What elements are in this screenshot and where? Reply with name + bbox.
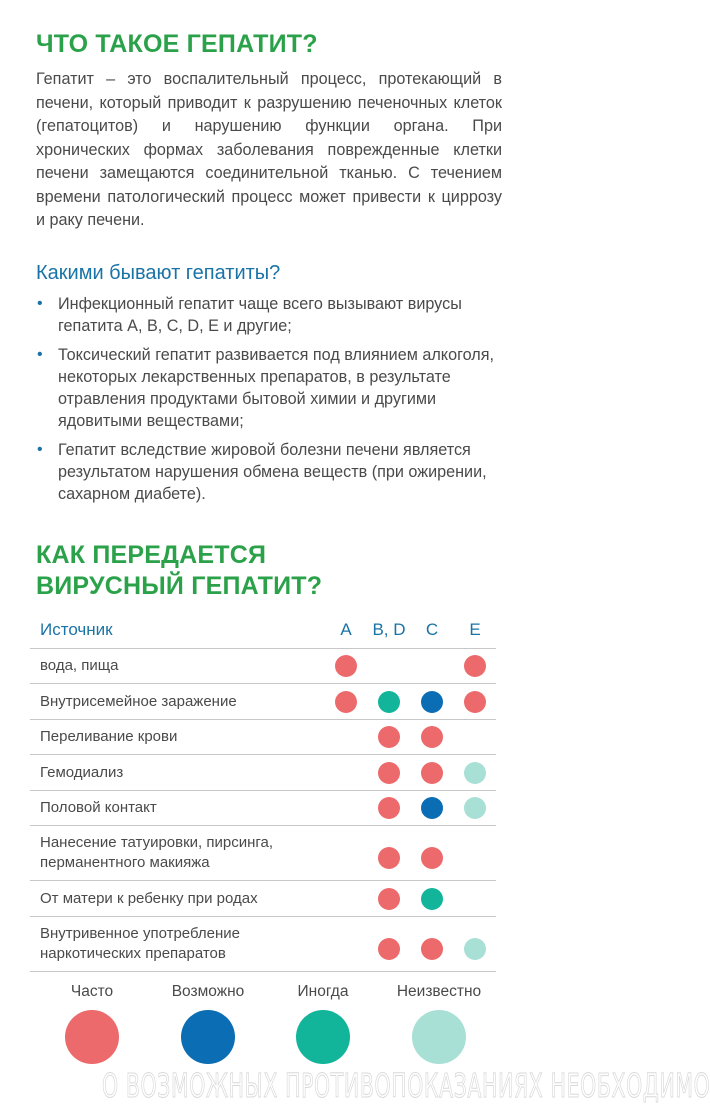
source-label: От матери к ребенку при родах xyxy=(40,889,258,907)
source-label: вода, пища xyxy=(40,657,119,674)
frequency-dot-often xyxy=(378,797,400,819)
table-row xyxy=(30,755,496,791)
legend-circle xyxy=(181,1010,235,1064)
legend-item-sometimes xyxy=(268,982,378,1064)
legend-label: Неизвестно xyxy=(396,983,482,1000)
frequency-dot-often xyxy=(378,888,400,910)
bullet-icon: • xyxy=(37,441,43,458)
legend-label: Часто xyxy=(70,983,114,1000)
table-row xyxy=(30,791,496,826)
frequency-dot-unknown xyxy=(464,938,486,960)
virus-column-header: A xyxy=(340,620,352,639)
source-label: Нанесение татуировки, пирсинга, перманентного макияжа xyxy=(40,834,274,871)
virus-column-header: B, D xyxy=(372,620,406,639)
legend-item-possible xyxy=(153,982,263,1064)
frequency-dot-often xyxy=(378,847,400,869)
table-row xyxy=(30,684,496,720)
source-label: Гемодиализ xyxy=(40,763,124,781)
frequency-dot-often xyxy=(335,655,357,677)
frequency-dot-often xyxy=(421,762,443,784)
frequency-dot-often xyxy=(378,938,400,960)
transmission-heading xyxy=(36,540,456,602)
frequency-dot-sometimes xyxy=(421,888,443,910)
footer-text: О ВОЗМОЖНЫХ ПРОТИВОПОКАЗАНИЯХ НЕОБХОДИМО xyxy=(102,1066,710,1105)
frequency-dot-possible xyxy=(421,691,443,713)
table-row xyxy=(30,826,496,881)
legend-circle xyxy=(412,1010,466,1064)
source-label: Переливание крови xyxy=(40,728,178,745)
bullet-icon: • xyxy=(37,346,43,363)
what-is-hepatitis-heading: ЧТО ТАКОЕ ГЕПАТИТ? xyxy=(36,30,318,58)
source-column-header: Источник xyxy=(40,620,113,639)
virus-column-header: E xyxy=(469,620,481,639)
table-header xyxy=(30,612,496,649)
table-row xyxy=(30,881,496,917)
table-row xyxy=(30,649,496,684)
table-row xyxy=(30,720,496,755)
frequency-dot-often xyxy=(464,655,486,677)
list-item xyxy=(36,344,506,432)
transmission-heading-line1: КАК ПЕРЕДАЕТСЯ xyxy=(36,541,267,569)
frequency-dot-possible xyxy=(421,797,443,819)
table-row xyxy=(30,917,496,972)
transmission-table xyxy=(30,612,496,972)
virus-column-header: C xyxy=(425,620,439,639)
legend-item-unknown xyxy=(384,982,494,1064)
legend-circle xyxy=(296,1010,350,1064)
frequency-dot-often xyxy=(464,691,486,713)
frequency-dot-often xyxy=(335,691,357,713)
frequency-dot-often xyxy=(378,726,400,748)
frequency-dot-unknown xyxy=(464,797,486,819)
frequency-dot-sometimes xyxy=(378,691,400,713)
source-label: Внутрисемейное заражение xyxy=(40,692,237,710)
list-item xyxy=(36,293,506,337)
bullet-icon: • xyxy=(37,295,43,312)
hepatitis-types-list xyxy=(36,293,506,512)
hepatitis-definition-text: Гепатит – это воспалительный процесс, протекающий в печени, который приводит к разрушению печеночных клеток (гепатоцитов) и нарушению функции органа. При хронических формах заболевания поврежденные клетки печени замещаются соединительной тканью. С течением времени патологический процесс может привести к циррозу и раку печени. xyxy=(36,70,502,229)
frequency-dot-unknown xyxy=(464,762,486,784)
source-label: Внутривенное употребление наркотических препаратов xyxy=(40,925,240,962)
frequency-dot-often xyxy=(421,938,443,960)
list-item-text: Гепатит вследствие жировой болезни печени является результатом нарушения обмена веществ (при ожирении, сахарном диабете). xyxy=(58,441,487,503)
list-item xyxy=(36,439,506,505)
frequency-dot-often xyxy=(378,762,400,784)
hepatitis-types-heading: Какими бывают гепатиты? xyxy=(36,262,281,284)
frequency-dot-often xyxy=(421,726,443,748)
transmission-heading-line2: ВИРУСНЫЙ ГЕПАТИТ? xyxy=(36,572,323,600)
frequency-dot-often xyxy=(421,847,443,869)
list-item-text: Токсический гепатит развивается под влиянием алкоголя, некоторых лекарственных препаратов, в результате отравления продуктами бытовой химии и другими ядовитыми веществами; xyxy=(58,346,494,430)
legend-item-often xyxy=(37,982,147,1064)
list-item-text: Инфекционный гепатит чаще всего вызывают вирусы гепатита А, В, С, D, Е и другие; xyxy=(58,295,462,335)
legend-circle xyxy=(65,1010,119,1064)
legend-label: Возможно xyxy=(171,983,245,1000)
legend-label: Иногда xyxy=(297,983,349,1000)
source-label: Половой контакт xyxy=(40,799,157,816)
